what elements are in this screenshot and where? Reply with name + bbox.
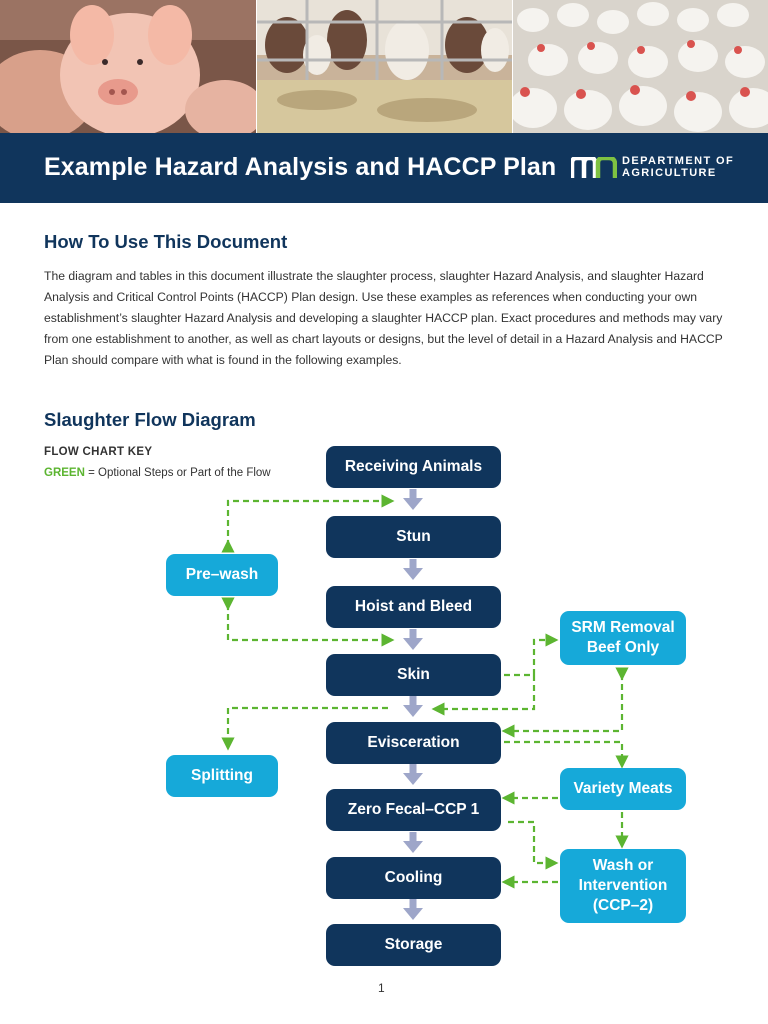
- optional-step-splitting: Splitting: [166, 755, 278, 797]
- logo-line-1: DEPARTMENT OF: [622, 155, 735, 167]
- wash-label-line-2: Intervention: [578, 877, 668, 894]
- arrow-down-icon: [403, 696, 423, 717]
- arrow-down-icon: [403, 629, 423, 650]
- wash-label-line-1: Wash or: [592, 857, 654, 874]
- arrow-down-icon: [403, 559, 423, 580]
- arrow-down-icon: [403, 832, 423, 853]
- flow-step-receiving-animals: Receiving Animals: [326, 446, 501, 488]
- flow-step-cooling: Cooling: [326, 857, 501, 899]
- arrow-down-icon: [403, 899, 423, 920]
- flow-step-zero-fecal-ccp1: Zero Fecal–CCP 1: [326, 789, 501, 831]
- flow-chart-key-title: FLOW CHART KEY: [44, 446, 153, 458]
- intro-paragraph: The diagram and tables in this document illustrate the slaughter process, slaughter Hazard Analysis, and slaughter Hazard Analysis and Critical Control Points (HACCP) Plan design. Use these examples as references when conducting your own establishment’s slaughter Hazard Analysis and developing a slaughter HACCP plan. Exact procedures and methods may vary from one establishment to another, as well as chart layouts or designs, but the level of detail in a Hazard Analysis and HACCP Plan should compare with what is found in the following examples.: [44, 269, 723, 367]
- optional-step-variety-meats: Variety Meats: [560, 768, 686, 810]
- optional-step-prewash: Pre–wash: [166, 554, 278, 596]
- flow-step-evisceration: Evisceration: [326, 722, 501, 764]
- wash-label-line-3: (CCP–2): [592, 897, 654, 914]
- flow-step-stun: Stun: [326, 516, 501, 558]
- optional-step-srm-removal: [560, 611, 686, 665]
- flow-step-skin: Skin: [326, 654, 501, 696]
- optional-step-wash-intervention: [560, 849, 686, 923]
- flow-step-hoist-and-bleed: Hoist and Bleed: [326, 586, 501, 628]
- page-number: 1: [378, 981, 385, 995]
- section-heading-how-to-use: How To Use This Document: [44, 231, 288, 252]
- section-heading-flow-diagram: Slaughter Flow Diagram: [44, 409, 256, 430]
- key-green-label: GREEN: [44, 467, 85, 479]
- page-title: Example Hazard Analysis and HACCP Plan: [44, 153, 557, 181]
- srm-label-line-2: Beef Only: [586, 639, 660, 656]
- key-green-description: = Optional Steps or Part of the Flow: [84, 467, 271, 479]
- arrow-down-icon: [403, 764, 423, 785]
- logo-line-2: AGRICULTURE: [622, 167, 717, 179]
- srm-label-line-1: SRM Removal: [571, 619, 675, 636]
- arrow-down-icon: [403, 489, 423, 510]
- flow-step-storage: Storage: [326, 924, 501, 966]
